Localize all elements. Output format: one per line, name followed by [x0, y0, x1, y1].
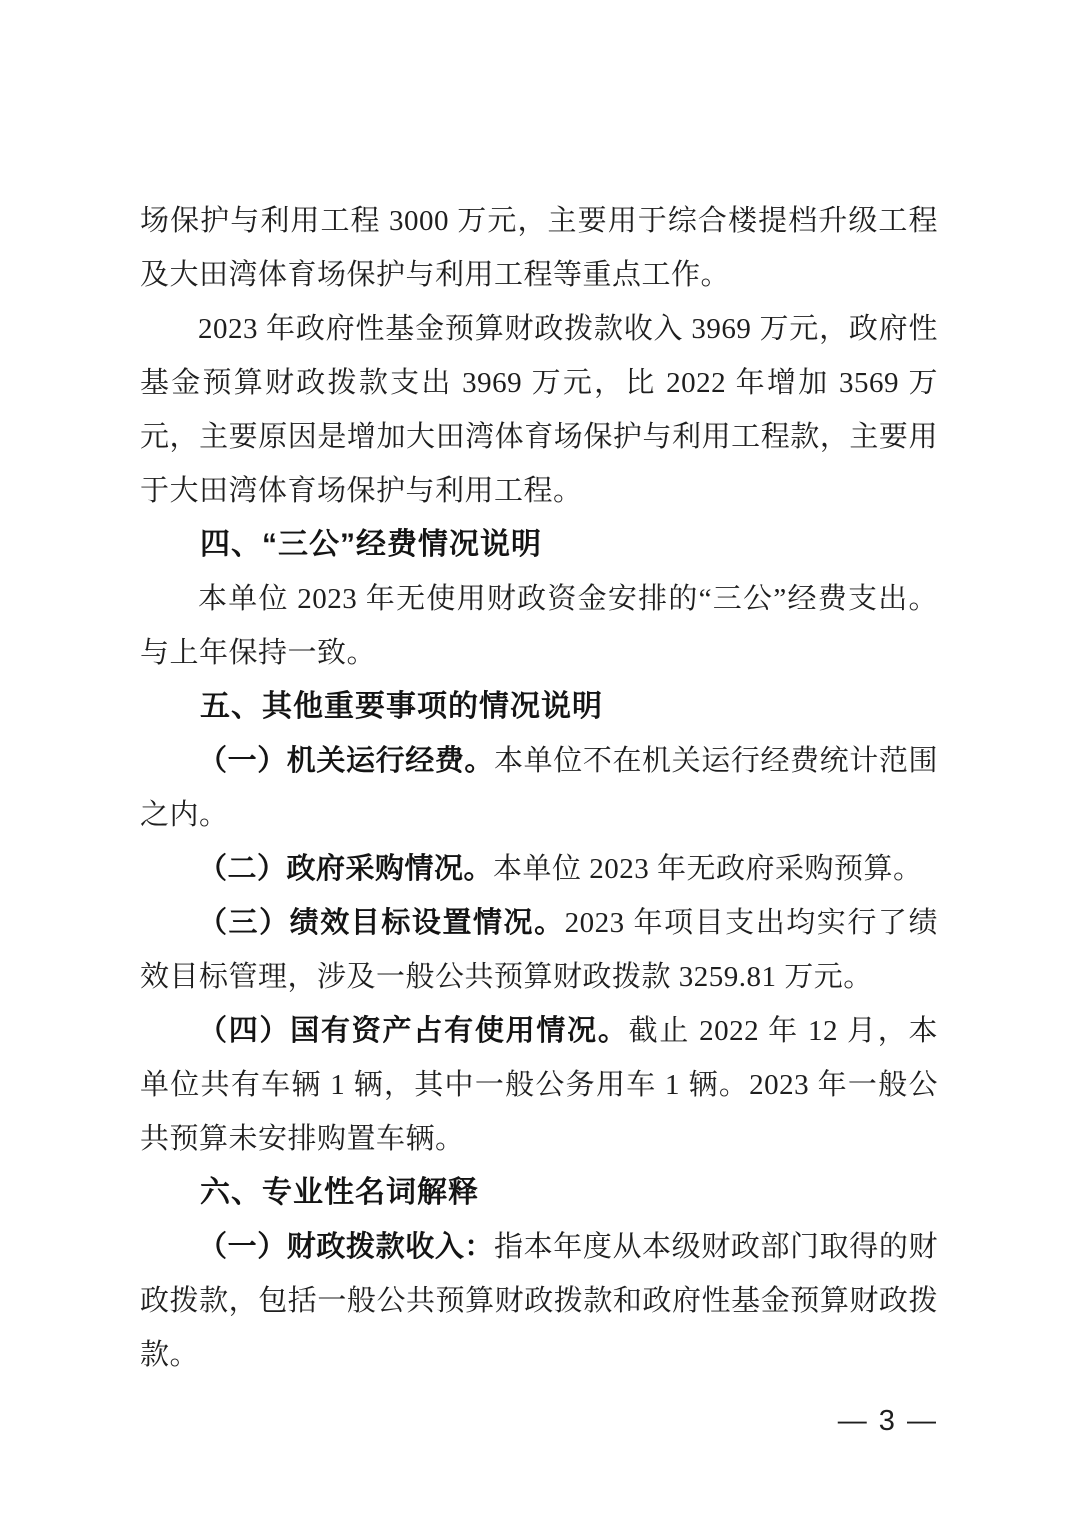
- item-lead-performance-targets: （三）绩效目标设置情况。: [198, 907, 565, 939]
- section-heading-six-glossary: 六、专业性名词解释: [200, 1176, 479, 1209]
- item-text-gov-procurement: 本单位 2023 年无政府采购预算。: [493, 853, 923, 885]
- paragraph-item-agency-operating-cost: [140, 734, 938, 842]
- term-text-fiscal-appropriation-income: 指本年度从本级财政部门取得的财政拨款，包括一般公共预算财政拨款和政府性基金预算财政拨款。: [140, 1231, 938, 1371]
- paragraph-item-gov-procurement: [140, 842, 938, 896]
- paragraph-continuation: 场保护与利用工程 3000 万元，主要用于综合楼提档升级工程及大田湾体育场保护与利用工程等重点工作。: [140, 205, 938, 291]
- page-number: — 3 —: [837, 1405, 938, 1437]
- paragraph-item-performance-targets: [140, 896, 938, 1004]
- section-heading-five-other-items: 五、其他重要事项的情况说明: [200, 690, 603, 723]
- item-lead-gov-procurement: （二）政府采购情况。: [198, 853, 494, 885]
- paragraph-item-state-assets: [140, 1004, 938, 1166]
- item-text-performance-targets: 2023 年项目支出均实行了绩效目标管理，涉及一般公共预算财政拨款 3259.81 万元。: [140, 907, 938, 993]
- paragraph-term-fiscal-appropriation-income: [140, 1220, 938, 1382]
- paragraph-sangong-expense: 本单位 2023 年无使用财政资金安排的“三公”经费支出。与上年保持一致。: [140, 583, 938, 669]
- item-lead-agency-operating-cost: （一）机关运行经费。: [198, 745, 495, 777]
- document-page-body: [140, 194, 938, 1448]
- section-heading-four-sangong: 四、“三公”经费情况说明: [200, 528, 542, 561]
- term-lead-fiscal-appropriation-income: （一）财政拨款收入：: [198, 1231, 495, 1263]
- item-lead-state-assets: （四）国有资产占有使用情况。: [198, 1015, 629, 1047]
- paragraph-gov-fund-budget: 2023 年政府性基金预算财政拨款收入 3969 万元，政府性基金预算财政拨款支出 3969 万元，比 2022 年增加 3569 万元，主要原因是增加大田湾体育场保护与利用工程款，主要用于大田湾体育场保护与利用工程。: [140, 313, 938, 507]
- item-text-agency-operating-cost: 本单位不在机关运行经费统计范围之内。: [140, 745, 938, 831]
- item-text-state-assets: 截止 2022 年 12 月，本单位共有车辆 1 辆，其中一般公务用车 1 辆。2023 年一般公共预算未安排购置车辆。: [140, 1015, 938, 1155]
